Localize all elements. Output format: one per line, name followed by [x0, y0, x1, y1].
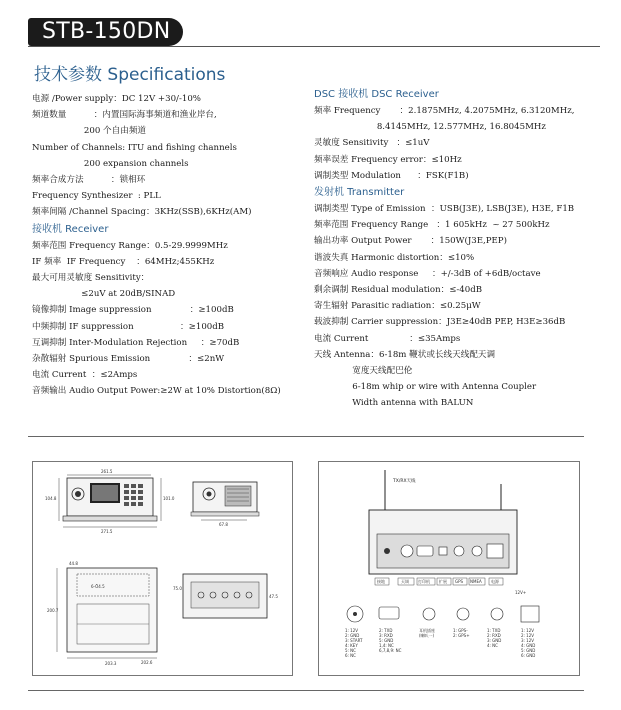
svg-text:6: GND: 6: GND — [521, 653, 536, 658]
svg-text:(喇叭一): (喇叭一) — [419, 633, 435, 638]
dim-slot: 6-Ö4.5 — [91, 584, 105, 589]
spec-line: 最大可用灵敏度 Sensitivity： — [32, 273, 150, 284]
spec-line: 调制类型 Modulation ：FSK(F1B) — [314, 170, 469, 181]
dim-height-right: 101.0 — [163, 496, 175, 501]
svg-text:1: TXD: 1: TXD — [487, 628, 501, 633]
conn-label-nmea: NMEA — [470, 579, 482, 584]
svg-text:2: GND: 2: GND — [345, 633, 360, 638]
svg-text:耳机插座: 耳机插座 — [419, 628, 435, 633]
spec-line: Width antenna with BALUN — [314, 398, 474, 409]
svg-text:3: GND: 3: GND — [487, 638, 502, 643]
svg-text:2: GPS+: 2: GPS+ — [453, 633, 470, 638]
dim-bottom-w: 203.3 — [105, 661, 117, 666]
dimension-drawing — [33, 462, 292, 675]
svg-text:5: GND: 5: GND — [379, 638, 394, 643]
dim-side3: 47.5 — [269, 594, 278, 599]
svg-text:2: RXD: 2: RXD — [487, 633, 501, 638]
pin-list-audio — [419, 627, 435, 638]
spec-line: 6-18m whip or wire with Antenna Coupler — [314, 382, 537, 393]
general-specs — [32, 91, 302, 221]
connector-labels — [375, 578, 503, 585]
header-rule — [28, 46, 600, 47]
svg-text:3: RXD: 3: RXD — [379, 633, 393, 638]
spec-line: 电源 /Power supply：DC 12V +30/-10% — [32, 94, 201, 104]
dim-side-depth: 67.8 — [219, 522, 228, 527]
svg-text:2: TXD: 2: TXD — [379, 628, 393, 633]
right-spec-column — [314, 86, 614, 412]
dim-bottom-h2: 200.7 — [47, 608, 59, 613]
spec-line: Frequency Synthesizer : PLL — [32, 191, 161, 202]
pin-list-gps — [453, 628, 470, 638]
model-badge: STB-150DN — [28, 18, 183, 46]
conn-label-tuner: 天调 — [401, 579, 409, 584]
spec-line: 频率间隔 /Channel Spacing：3KHz(SSB),6KHz(AM) — [32, 207, 252, 218]
dim-front-width: 261.5 — [101, 469, 113, 474]
svg-text:6,7,8,9: NC: 6,7,8,9: NC — [379, 648, 402, 653]
pin-list-tuner — [345, 628, 363, 658]
spec-line: 频率合成方法 ：锁相环 — [32, 175, 146, 186]
dim-side2: 75.0 — [173, 586, 182, 591]
spec-line: 频率范围 Frequency Range ：1 605kHz ~ 27 500kHz — [314, 220, 550, 231]
spec-line: 天线 Antenna：6-18m 鞭状或长线天线配天调 — [314, 349, 496, 360]
svg-text:2: 12V: 2: 12V — [521, 633, 534, 638]
spec-line: IF 频率 IF Frequency ：64MHz;455KHz — [32, 256, 215, 267]
svg-text:3: START: 3: START — [345, 638, 363, 643]
bottom-view — [47, 561, 157, 666]
spec-line: Number of Channels: ITU and fishing channels — [32, 142, 237, 153]
connector-diagram — [319, 462, 579, 675]
dsc-receiver-title: DSC 接收机 DSC Receiver — [314, 89, 439, 100]
conn-label-ground: 接地 — [377, 579, 385, 584]
svg-text:6: NC: 6: NC — [345, 653, 356, 658]
svg-text:1,4: NC: 1,4: NC — [379, 643, 394, 648]
conn-label-gps: GPS — [455, 579, 464, 584]
spec-line: 电流 Current ：≤35Amps — [314, 333, 461, 344]
connector-diagram-panel — [318, 461, 580, 676]
dsc-receiver-specs — [314, 103, 614, 184]
spec-line: 音频输出 Audio Output Power:≥2W at 10% Distortion(8Ω) — [32, 386, 281, 397]
spec-line: 互调抑制 Inter-Modulation Rejection ：≥70dB — [32, 337, 240, 348]
dim-total-width: 271.5 — [101, 529, 113, 534]
rear-view — [141, 574, 278, 665]
spec-line: 音频响应 Audio response ：+/-3dB of +6dB/octave — [314, 268, 541, 279]
svg-text:1: GPS-: 1: GPS- — [453, 628, 468, 633]
svg-text:5: NC: 5: NC — [345, 648, 356, 653]
spec-line: 谐波失真 Harmonic distortion：≤10% — [314, 252, 475, 263]
front-view — [45, 469, 175, 534]
spec-line: 频道数量 ：内置国际海事频道和渔业岸台, — [32, 110, 217, 121]
spec-line: 8.4145MHz, 12.577MHz, 16.8045MHz — [314, 122, 546, 133]
svg-text:3: 12V: 3: 12V — [521, 638, 534, 643]
svg-text:1: 12V: 1: 12V — [345, 628, 358, 633]
transmitter-specs — [314, 201, 614, 412]
pin-list-power — [521, 628, 535, 658]
spec-line: 镜像抑制 Image suppression ：≥100dB — [32, 305, 234, 316]
left-spec-column — [32, 91, 302, 400]
spec-line: 电流 Current ：≤2Amps — [32, 370, 138, 381]
svg-text:4: NC: 4: NC — [487, 643, 498, 648]
antenna-label: TX/RX天线 — [393, 479, 416, 484]
conn-label-printer: 打印机 — [418, 579, 430, 584]
section-divider — [28, 436, 584, 437]
conn-label-expand: 扩展 — [439, 579, 447, 584]
spec-line: 中频抑制 IF suppression ：≥100dB — [32, 321, 225, 332]
svg-text:4: GND: 4: GND — [521, 643, 536, 648]
spec-line: 200 个自由频道 — [32, 126, 147, 137]
svg-text:1: 12V: 1: 12V — [521, 628, 534, 633]
conn-12v-label: 12V+ — [515, 590, 527, 595]
footer-divider — [28, 690, 584, 691]
spec-line: 频率范围 Frequency Range：0.5-29.9999MHz — [32, 240, 228, 251]
spec-line: 杂散辐射 Spurious Emission ：≤2nW — [32, 354, 225, 365]
dim-bottom-h1: 44.8 — [69, 561, 78, 566]
side-view — [191, 482, 259, 527]
dimension-drawing-panel — [32, 461, 293, 676]
spec-line: 宽度天线配巴伦 — [314, 366, 413, 377]
spec-line: 频率误差 Frequency error：≤10Hz — [314, 154, 462, 165]
spec-line: ≤2uV at 20dB/SINAD — [32, 289, 176, 300]
dim-height-left: 104.8 — [45, 496, 57, 501]
dim-side4: 202.6 — [141, 660, 153, 665]
receiver-specs — [32, 238, 302, 400]
header-bar — [0, 18, 600, 48]
spec-line: 200 expansion channels — [32, 158, 189, 169]
svg-text:5: GND: 5: GND — [521, 648, 536, 653]
pin-list-nmea — [487, 628, 501, 648]
specifications-title: 技术参数 Specifications — [34, 65, 226, 85]
spec-line: 剩余调制 Residual modulation：≤-40dB — [314, 285, 483, 296]
conn-label-power: 电源 — [491, 579, 499, 584]
pinout-drawings — [347, 606, 539, 622]
spec-line: 寄生辐射 Parasitic radiation：≤0.25μW — [314, 301, 481, 312]
transmitter-title: 发射机 Transmitter — [314, 187, 405, 199]
pin-list-printer — [379, 628, 402, 653]
spec-line: 载波抑制 Carrier suppression：J3E≥40dB PEP, H3E≥36dB — [314, 317, 566, 328]
spec-line: 调制类型 Type of Emission ：USB(J3E), LSB(J3E), H3E, F1B — [314, 204, 575, 215]
spec-line: 灵敏度 Sensitivity ：≤1uV — [314, 138, 430, 149]
receiver-title: 接收机 Receiver — [32, 223, 109, 235]
spec-line: 频率 Frequency ：2.1875MHz, 4.2075MHz, 6.3120MHz, — [314, 106, 575, 116]
svg-text:4: KEY: 4: KEY — [345, 643, 358, 648]
spec-line: 输出功率 Output Power ：150W(J3E,PEP) — [314, 236, 507, 247]
